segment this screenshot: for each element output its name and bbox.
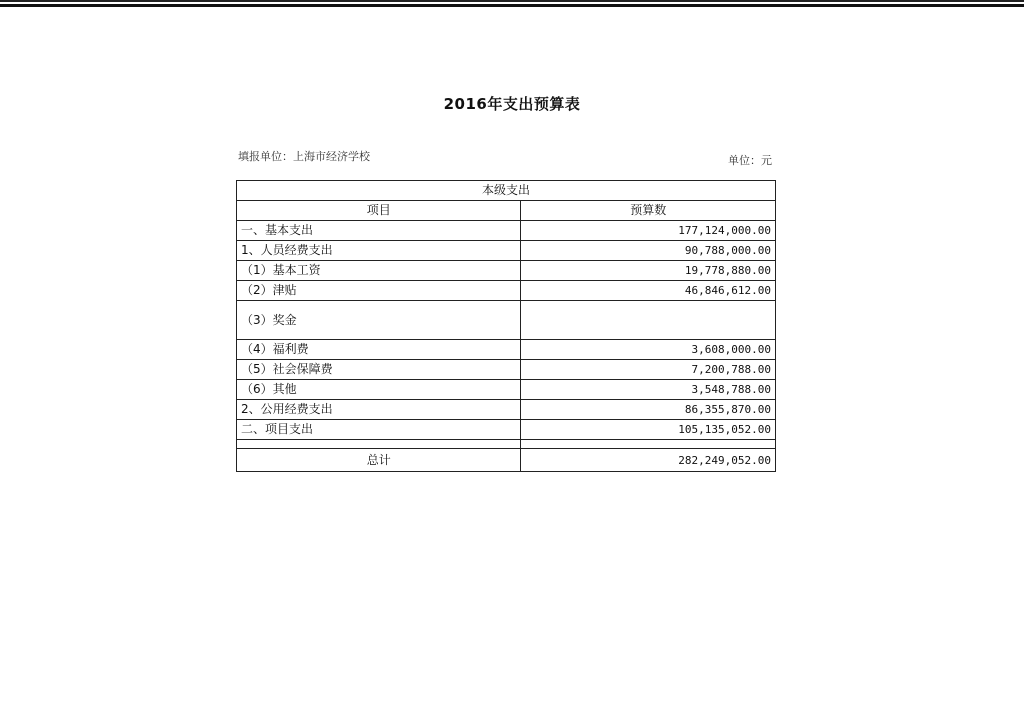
top-border-rule: [0, 0, 1024, 7]
table-row: [237, 340, 776, 360]
reporting-org-label: 填报单位：上海市经济学校: [238, 150, 370, 163]
row-item-cell: （1）基本工资: [237, 261, 521, 281]
table-header-row-main: [237, 181, 776, 201]
table-row: [237, 400, 776, 420]
table-row: [237, 261, 776, 281]
row-item-cell: （2）津贴: [237, 281, 521, 301]
row-amount-cell: 7,200,788.00: [521, 360, 776, 380]
table-total-row: [237, 449, 776, 472]
row-amount-cell: 177,124,000.00: [521, 221, 776, 241]
row-amount-cell: 3,548,788.00: [521, 380, 776, 400]
table-row: [237, 241, 776, 261]
table-spacer-row: [237, 440, 776, 449]
row-amount-cell: 90,788,000.00: [521, 241, 776, 261]
row-item-cell: 二、项目支出: [237, 420, 521, 440]
total-amount-cell: 282,249,052.00: [521, 449, 776, 472]
table-row: [237, 221, 776, 241]
row-item-cell: 一、基本支出: [237, 221, 521, 241]
column-header-amount: 预算数: [521, 201, 776, 221]
table-row: [237, 380, 776, 400]
row-item-cell: （5）社会保障费: [237, 360, 521, 380]
header-main-cell: 本级支出: [237, 181, 776, 201]
row-amount-cell: 105,135,052.00: [521, 420, 776, 440]
row-item-cell: （3）奖金: [237, 301, 521, 340]
currency-unit-label: 单位：元: [728, 154, 772, 167]
row-item-cell: 1、人员经费支出: [237, 241, 521, 261]
column-header-item: 项目: [237, 201, 521, 221]
row-amount-cell: 19,778,880.00: [521, 261, 776, 281]
table-row: [237, 420, 776, 440]
table-row: [237, 360, 776, 380]
total-label-cell: 总计: [237, 449, 521, 472]
row-amount-cell: 3,608,000.00: [521, 340, 776, 360]
row-item-cell: （4）福利费: [237, 340, 521, 360]
row-amount-cell: 46,846,612.00: [521, 281, 776, 301]
row-amount-cell: 86,355,870.00: [521, 400, 776, 420]
table-row: [237, 281, 776, 301]
spacer-cell: [521, 440, 776, 449]
row-item-cell: （6）其他: [237, 380, 521, 400]
table-row: [237, 301, 776, 340]
document-title: 2016年支出预算表: [443, 95, 581, 113]
budget-table: [236, 180, 776, 472]
row-amount-cell: [521, 301, 776, 340]
table-header-row-columns: [237, 201, 776, 221]
row-item-cell: 2、公用经费支出: [237, 400, 521, 420]
spacer-cell: [237, 440, 521, 449]
